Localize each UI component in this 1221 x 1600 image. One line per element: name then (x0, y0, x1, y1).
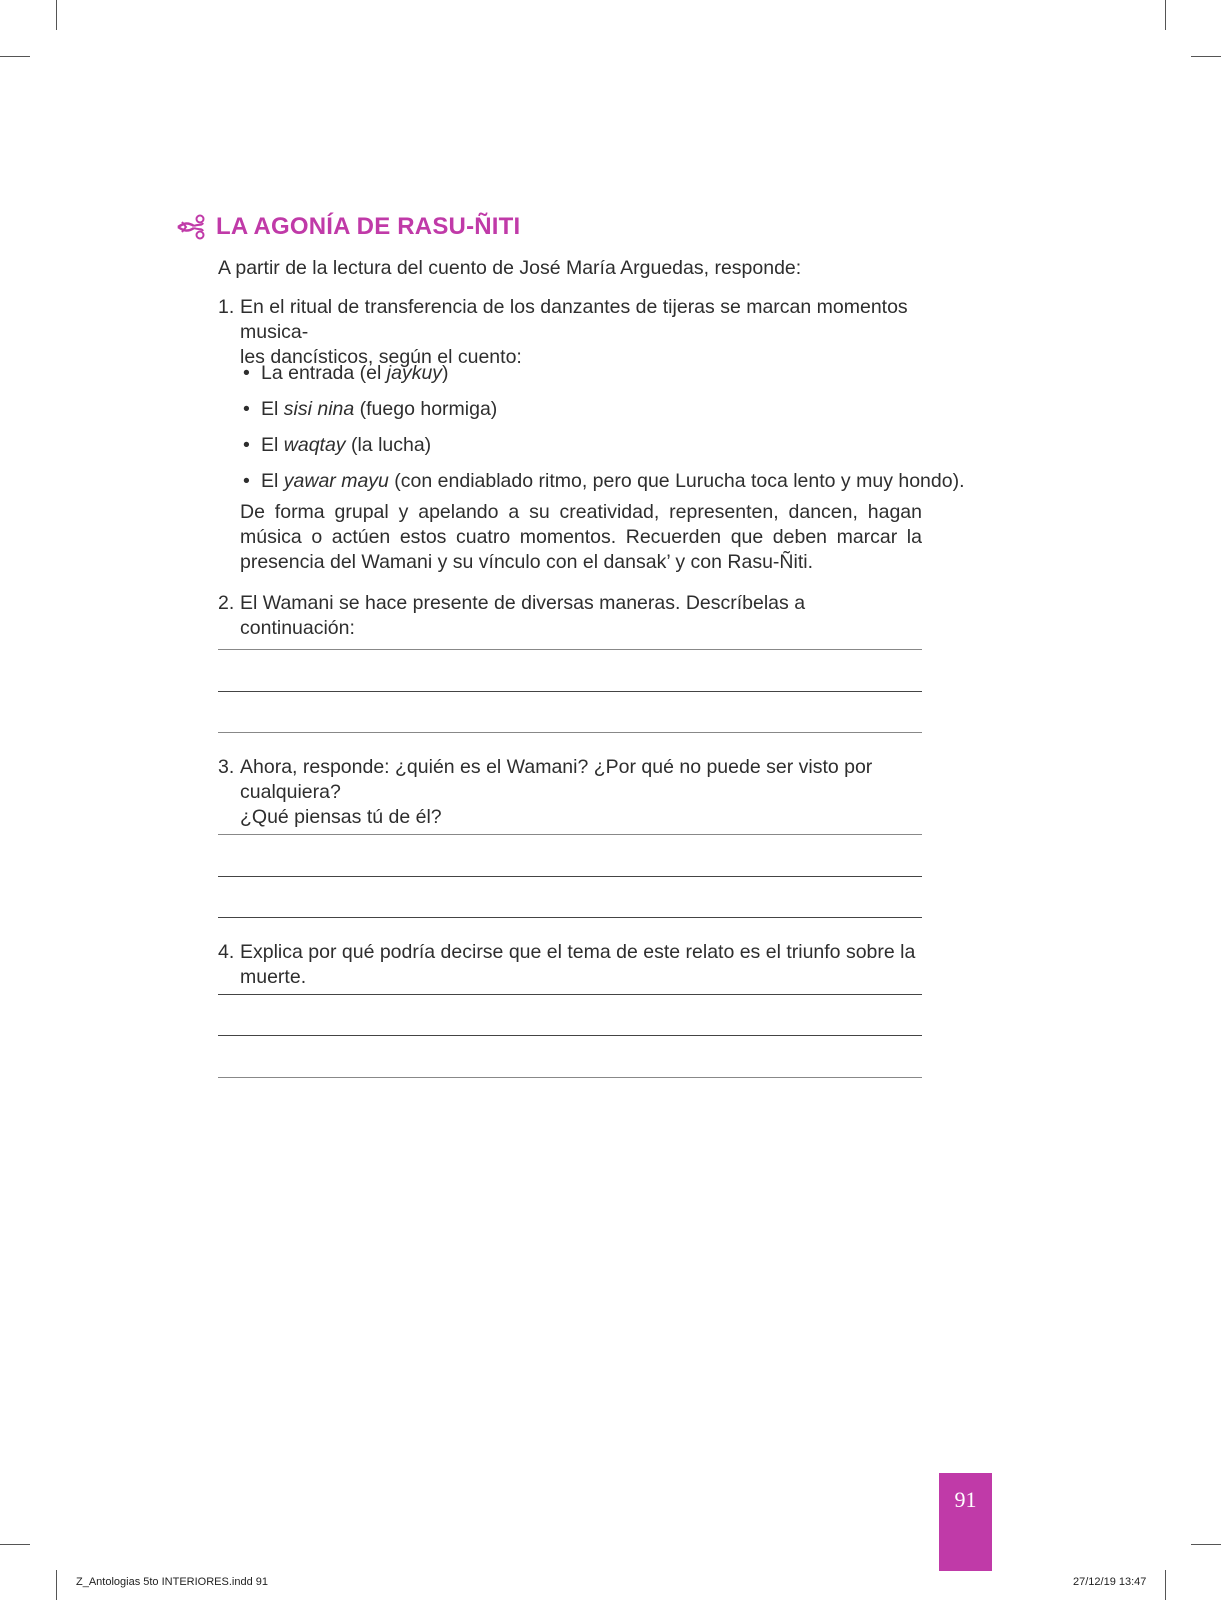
crop-mark (56, 0, 57, 30)
question-3 (218, 755, 922, 830)
answer-line[interactable] (218, 834, 922, 835)
crop-mark (0, 56, 30, 57)
crop-mark (1191, 1544, 1221, 1545)
answer-line[interactable] (218, 691, 922, 692)
question-number: 4. (218, 941, 235, 963)
answer-line[interactable] (218, 649, 922, 650)
question-number: 3. (218, 756, 235, 778)
question-2 (218, 591, 922, 641)
crop-mark (0, 1544, 30, 1545)
answer-line[interactable] (218, 876, 922, 877)
crop-mark (1165, 1570, 1166, 1600)
crop-mark (1165, 0, 1166, 30)
scissors-ornament-icon (176, 210, 210, 244)
question-text: Ahora, responde: ¿quién es el Wamani? ¿Por qué no puede ser visto por cualquiera? (240, 756, 873, 803)
page-number: 91 (939, 1473, 992, 1571)
answer-line[interactable] (218, 994, 922, 995)
footer-filename: Z_Antologias 5to INTERIORES.indd 91 (76, 1576, 268, 1588)
page-title: LA AGONÍA DE RASU-ÑITI (216, 213, 521, 240)
question-text: En el ritual de transferencia de los danzantes de tijeras se marcan momentos musica- (240, 296, 908, 343)
bullet-icon: • (243, 362, 250, 384)
bullet-icon: • (243, 398, 250, 420)
question-text: Explica por qué podría decirse que el tema de este relato es el triunfo sobre la muerte. (240, 941, 916, 988)
footer-timestamp: 27/12/19 13:47 (1073, 1576, 1147, 1588)
question-text: El Wamani se hace presente de diversas maneras. Descríbelas a continuación: (240, 592, 806, 639)
question-number: 1. (218, 296, 235, 318)
bullet-icon: • (243, 470, 250, 492)
section-heading (176, 210, 520, 244)
answer-line[interactable] (218, 917, 922, 918)
list-item: • El yawar mayu (con endiablado ritmo, pero que Lurucha toca lento y muy hondo). (243, 470, 965, 492)
crop-mark (1191, 56, 1221, 57)
question-text-continued: les dancísticos, según el cuento: (240, 346, 522, 368)
list-item: • El waqtay (la lucha) (243, 434, 432, 456)
question-4 (218, 940, 922, 990)
answer-line[interactable] (218, 1035, 922, 1036)
question-text-continued: ¿Qué piensas tú de él? (240, 806, 442, 828)
crop-mark (56, 1570, 57, 1600)
answer-line[interactable] (218, 1077, 922, 1078)
list-item: • La entrada (el jaykuy) (243, 362, 449, 384)
question-1 (218, 295, 922, 370)
bullet-icon: • (243, 434, 250, 456)
question-number: 2. (218, 592, 235, 614)
answer-line[interactable] (218, 732, 922, 733)
question-1-instructions: De forma grupal y apelando a su creatividad, representen, dancen, hagan música o actúen estos cuatro momentos. Recuerden que deben marcar la presencia del Wamani y su vínculo con el dansak’ y con Rasu-Ñiti. (240, 501, 922, 573)
list-item: • El sisi nina (fuego hormiga) (243, 398, 498, 420)
intro-text: A partir de la lectura del cuento de José María Arguedas, responde: (218, 257, 802, 279)
